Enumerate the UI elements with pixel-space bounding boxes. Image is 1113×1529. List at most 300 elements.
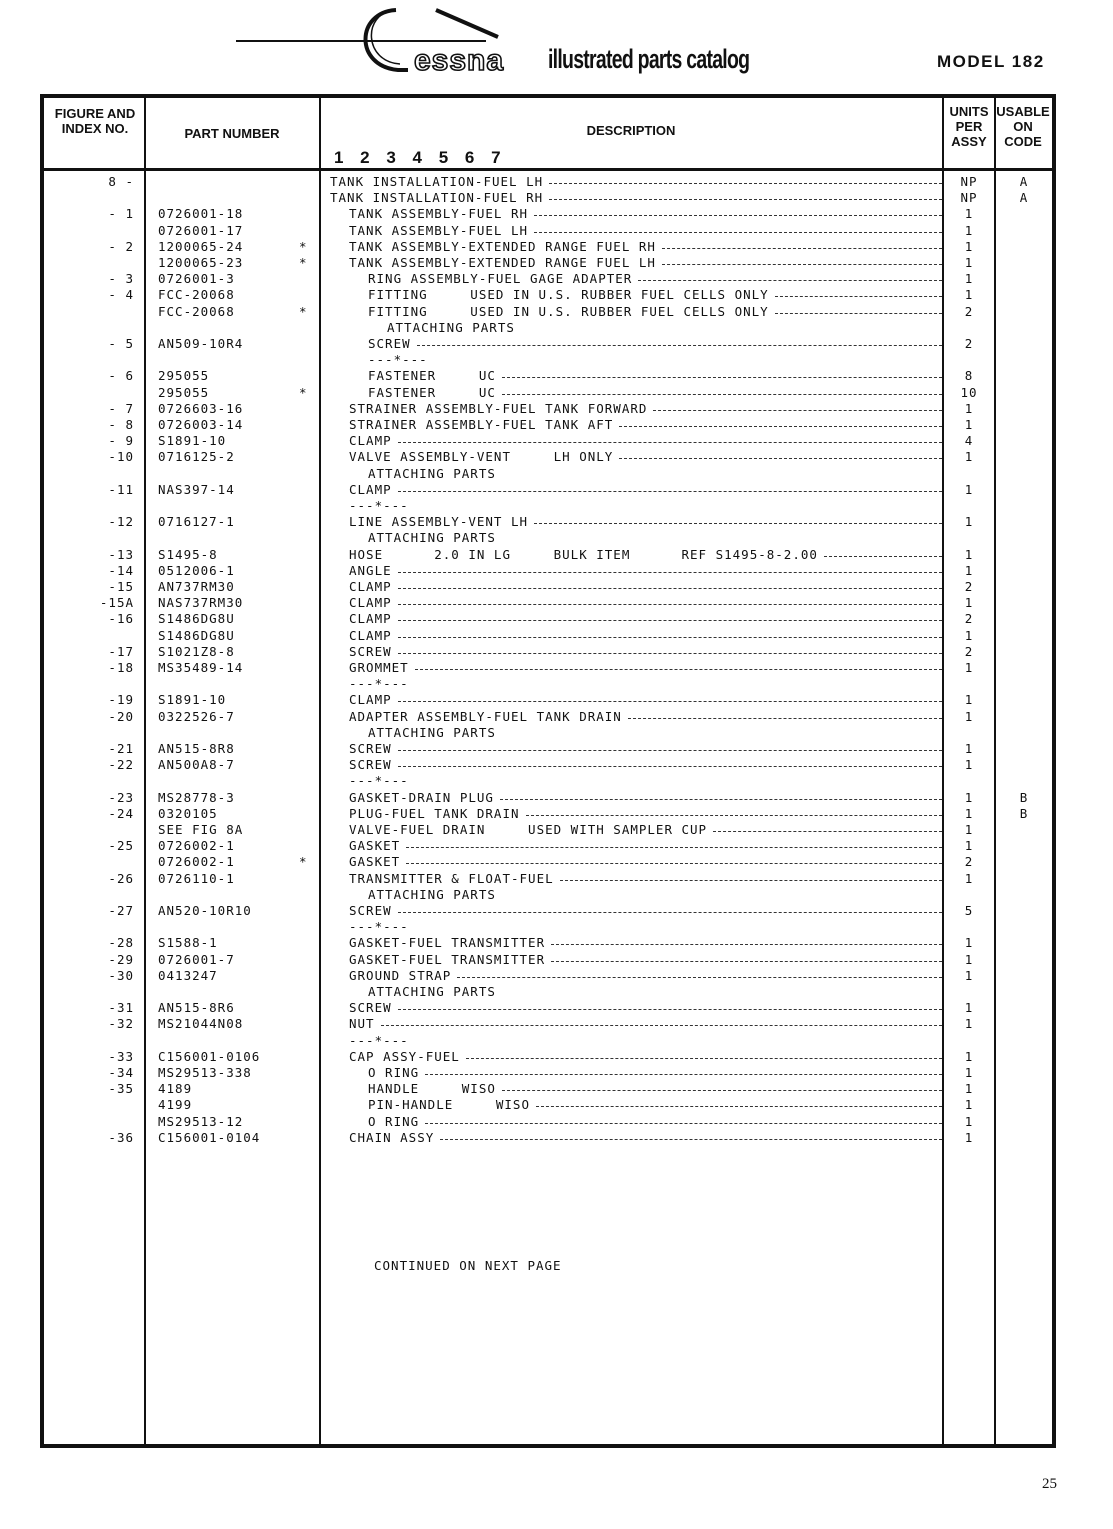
part-number: 0726603-16 [158,400,244,416]
figure-index: - 8 [108,417,134,432]
leader-dashes [662,239,942,249]
description-cell [330,757,942,773]
leader-dashes [417,336,942,346]
page-number: 25 [1042,1476,1057,1492]
units-per-assy: 1 [964,870,974,886]
description-text: GASKET [349,854,401,870]
description-text: SCREW [349,643,392,659]
description-text: TANK INSTALLATION-FUEL LH [330,174,544,189]
table-row [44,466,1052,482]
leader-dashes [536,1097,942,1107]
indent-digits: 1 2 3 4 5 6 7 [334,148,507,167]
units-per-assy: 5 [964,903,974,918]
table-row [44,903,1052,919]
continued-note: CONTINUED ON NEXT PAGE [374,1258,562,1273]
description-text: CLAMP [349,611,392,627]
part-number: 0726001-7 [158,951,235,967]
part-number: MS29513-12 [158,1113,244,1129]
leader-dashes [713,822,942,832]
figure-index: -23 [108,789,134,805]
table-row [44,401,1052,417]
description-text: SCREW [349,903,392,918]
table-row [44,352,1052,368]
part-number: 0726003-14 [158,417,244,432]
usable-code: B [1019,805,1029,821]
description-text: HANDLE WISO [368,1081,496,1097]
figure-index: -35 [108,1081,134,1097]
units-per-assy: 1 [964,1065,974,1080]
description-cell [330,239,942,255]
description-cell [330,174,942,190]
header-usable-code: USABLE ON CODE [996,104,1050,149]
header-rule [44,168,1052,171]
description-cell [330,514,942,530]
description-cell [330,304,942,320]
leader-dashes [560,871,942,881]
leader-dashes [551,952,942,962]
units-per-assy: 1 [964,627,974,643]
leader-dashes [775,287,942,297]
table-row [44,563,1052,579]
table-row [44,304,1052,320]
leader-dashes [502,368,942,378]
description-text: GASKET-DRAIN PLUG [349,789,494,805]
description-cell [330,1033,942,1049]
leader-dashes [502,385,942,395]
part-number: S1486DG8U [158,611,235,627]
figure-index: - 5 [108,336,134,351]
units-per-assy: 1 [964,757,974,773]
units-per-assy: 2 [964,854,974,870]
table-row [44,660,1052,676]
leader-dashes [398,1000,942,1010]
leader-dashes [500,790,942,800]
table-row [44,838,1052,854]
description-cell [330,563,942,579]
description-text: GROUND STRAP [349,967,452,983]
leader-dashes [502,1081,942,1091]
description-text: FASTENER UC [368,368,496,384]
units-per-assy: 1 [964,951,974,967]
table-row [44,190,1052,206]
units-per-assy: 1 [964,514,974,530]
description-cell [330,417,942,433]
leader-dashes [534,514,942,524]
leader-dashes [775,304,942,314]
description-text: CHAIN ASSY [349,1129,435,1145]
table-row [44,822,1052,838]
units-per-assy: 1 [964,400,974,416]
part-number: 0726002-1 [158,854,235,870]
figure-index: - 7 [108,400,134,416]
table-row [44,514,1052,530]
description-text: TANK ASSEMBLY-EXTENDED RANGE FUEL LH [349,255,656,270]
figure-index: -14 [108,562,134,578]
figure-index: -29 [108,951,134,967]
leader-dashes [440,1130,942,1140]
figure-index: -16 [108,611,134,627]
table-row [44,1130,1052,1146]
cessna-logo [236,4,536,80]
description-text: ADAPTER ASSEMBLY-FUEL TANK DRAIN [349,708,622,724]
part-number: AN737RM30 [158,579,235,594]
table-row [44,449,1052,465]
description-text: LINE ASSEMBLY-VENT LH [349,514,529,530]
part-number: FCC-20068 [158,303,235,319]
table-row [44,530,1052,546]
part-number: 295055 [158,384,210,400]
parts-table [40,94,1056,1448]
units-per-assy: 1 [964,838,974,854]
catalog-title: illustrated parts catalog [548,44,750,74]
part-number: 4199 [158,1097,193,1113]
figure-index: -13 [108,546,134,562]
description-cell [330,352,942,368]
description-cell [330,1081,942,1097]
description-cell [330,498,942,514]
figure-index: -11 [108,481,134,497]
description-cell [330,287,942,303]
description-cell [330,1114,942,1130]
table-row [44,676,1052,692]
table-row [44,579,1052,595]
leader-dashes [398,692,942,702]
figure-index: -32 [108,1016,134,1032]
description-cell [330,628,942,644]
description-cell [330,806,942,822]
units-per-assy: 1 [964,805,974,821]
table-row [44,239,1052,255]
description-text: NUT [349,1016,375,1032]
part-number: FCC-20068 [158,287,235,303]
svg-text:essna: essna [414,44,505,77]
description-cell [330,676,942,692]
table-row [44,482,1052,498]
description-text: CAP ASSY-FUEL [349,1048,460,1064]
figure-index: -25 [108,838,134,854]
change-star: * [299,384,308,400]
description-cell [330,1065,942,1081]
description-cell [330,838,942,854]
description-text: SCREW [349,757,392,773]
description-cell [330,433,942,449]
figure-index: -10 [108,449,134,465]
figure-index: -36 [108,1129,134,1145]
leader-dashes [425,1114,942,1124]
description-text: ATTACHING PARTS [387,319,515,335]
leader-dashes [398,757,942,767]
part-number: C156001-0104 [158,1129,261,1145]
table-row [44,871,1052,887]
units-per-assy: 1 [964,935,974,951]
change-star: * [299,854,308,870]
units-per-assy: 1 [964,481,974,497]
table-row [44,709,1052,725]
leader-dashes [662,255,942,265]
description-cell [330,466,942,482]
description-text: TANK ASSEMBLY-FUEL LH [349,222,529,238]
figure-index: -33 [108,1048,134,1064]
table-row [44,952,1052,968]
description-cell [330,1016,942,1032]
description-cell [330,952,942,968]
leader-dashes [534,223,942,233]
usable-code: B [1019,789,1029,805]
change-star: * [299,255,308,270]
description-cell [330,449,942,465]
units-per-assy: 2 [964,643,974,659]
description-cell [330,854,942,870]
leader-dashes [406,854,942,864]
description-text: CLAMP [349,481,392,497]
part-number: MS29513-338 [158,1065,252,1080]
description-text: CLAMP [349,433,392,449]
description-text: ANGLE [349,562,392,578]
leader-dashes [534,206,942,216]
units-per-assy: 1 [964,741,974,756]
header-part-number: PART NUMBER [184,126,280,141]
figure-index: -26 [108,870,134,886]
units-per-assy: 1 [964,546,974,562]
units-per-assy: 1 [964,1113,974,1129]
description-text: CLAMP [349,627,392,643]
description-cell [330,223,942,239]
description-cell [330,709,942,725]
table-row [44,385,1052,401]
table-row [44,968,1052,984]
description-cell [330,1000,942,1016]
description-cell [330,903,942,919]
table-row [44,935,1052,951]
part-number: 0726001-17 [158,222,244,238]
description-cell [330,822,942,838]
leader-dashes [406,838,942,848]
description-cell [330,385,942,401]
part-number: AN509-10R4 [158,336,244,351]
units-per-assy: 1 [964,449,974,465]
description-text: CLAMP [349,595,392,611]
header-units: UNITS PER ASSY [949,104,989,149]
description-cell [330,482,942,498]
description-text: TANK ASSEMBLY-FUEL RH [349,206,529,222]
table-row [44,1033,1052,1049]
units-per-assy: 1 [964,417,974,432]
units-per-assy: 1 [964,822,974,837]
figure-index: -22 [108,757,134,773]
units-per-assy: 1 [964,255,974,270]
part-number: MS28778-3 [158,789,235,805]
table-row [44,1081,1052,1097]
leader-dashes [415,660,942,670]
description-text: ---*--- [349,1032,409,1048]
description-cell [330,1049,942,1065]
table-row [44,887,1052,903]
part-number: 0726001-3 [158,271,235,287]
description-text: PLUG-FUEL TANK DRAIN [349,805,520,821]
description-text: ATTACHING PARTS [368,886,496,902]
leader-dashes [526,806,942,816]
description-text: ATTACHING PARTS [368,530,496,546]
part-number: AN500A8-7 [158,757,235,773]
figure-index: -27 [108,903,134,918]
description-cell [330,595,942,611]
part-number: AN520-10R10 [158,903,252,918]
units-per-assy: 2 [964,303,974,319]
part-number: MS35489-14 [158,660,244,675]
units-per-assy: 2 [964,336,974,351]
leader-dashes [398,611,942,621]
description-cell [330,773,942,789]
description-text: VALVE-FUEL DRAIN USED WITH SAMPLER CUP [349,822,708,837]
figure-index: -12 [108,514,134,530]
description-text: TANK ASSEMBLY-EXTENDED RANGE FUEL RH [349,238,656,254]
units-per-assy: 10 [960,384,978,400]
description-text: GASKET-FUEL TRANSMITTER [349,935,546,951]
leader-dashes [638,271,942,281]
table-row [44,498,1052,514]
leader-dashes [457,968,942,978]
leader-dashes [398,628,942,638]
description-text: CLAMP [349,579,392,594]
description-cell [330,887,942,903]
description-text: FITTING USED IN U.S. RUBBER FUEL CELLS ONLY [368,287,769,303]
leader-dashes [824,547,942,557]
table-row [44,255,1052,271]
table-row [44,547,1052,563]
table-row [44,174,1052,190]
units-per-assy: 1 [964,708,974,724]
units-per-assy: 1 [964,1000,974,1016]
table-row [44,287,1052,303]
description-cell [330,644,942,660]
description-cell [330,611,942,627]
table-row [44,790,1052,806]
part-number: 1200065-24 [158,238,244,254]
description-cell [330,692,942,708]
description-text: HOSE 2.0 IN LG BULK ITEM REF S1495-8-2.00 [349,546,818,562]
description-cell [330,1130,942,1146]
part-number: S1588-1 [158,935,218,951]
header-figure: FIGURE AND INDEX NO. [54,106,136,136]
description-cell [330,255,942,271]
figure-index: -28 [108,935,134,951]
part-number: 0320105 [158,805,218,821]
leader-dashes [398,595,942,605]
description-cell [330,401,942,417]
table-row [44,336,1052,352]
table-row [44,692,1052,708]
description-text: FITTING USED IN U.S. RUBBER FUEL CELLS ONLY [368,303,769,319]
figure-index: - 2 [108,238,134,254]
part-number: 0726110-1 [158,870,235,886]
table-row [44,773,1052,789]
units-per-assy: 4 [964,433,974,449]
leader-dashes [466,1049,942,1059]
part-number: S1021Z8-8 [158,643,235,659]
leader-dashes [398,482,942,492]
table-row [44,417,1052,433]
description-text: ---*--- [368,352,428,368]
leader-dashes [549,190,942,200]
leader-dashes [425,1065,942,1075]
description-cell [330,320,942,336]
description-text: ---*--- [349,498,409,513]
leader-dashes [398,579,942,589]
description-cell [330,579,942,595]
part-number: SEE FIG 8A [158,822,244,837]
leader-dashes [551,935,942,945]
figure-index: - 6 [108,368,134,384]
description-text: ATTACHING PARTS [368,984,496,999]
description-text: ---*--- [349,773,409,789]
description-text: VALVE ASSEMBLY-VENT LH ONLY [349,449,614,465]
table-row [44,644,1052,660]
description-cell [330,530,942,546]
leader-dashes [398,433,942,443]
part-number: 0413247 [158,967,218,983]
table-row [44,741,1052,757]
figure-index: 8 - [108,174,134,189]
leader-dashes [398,644,942,654]
description-text: SCREW [368,336,411,351]
part-number: S1891-10 [158,692,227,708]
description-cell [330,547,942,563]
units-per-assy: 1 [964,238,974,254]
description-text: ---*--- [349,919,409,935]
table-row [44,806,1052,822]
part-number: 0716127-1 [158,514,235,530]
description-text: ATTACHING PARTS [368,724,496,740]
part-number: 4189 [158,1081,193,1097]
units-per-assy: 1 [964,287,974,303]
table-row [44,725,1052,741]
description-cell [330,968,942,984]
units-per-assy: 1 [964,967,974,983]
figure-index: -24 [108,805,134,821]
description-text: STRAINER ASSEMBLY-FUEL TANK AFT [349,417,614,432]
table-row [44,223,1052,239]
table-row [44,433,1052,449]
usable-code: A [1019,174,1029,189]
description-text: O RING [368,1065,420,1080]
description-text: PIN-HANDLE WISO [368,1097,530,1113]
units-per-assy: 1 [964,789,974,805]
units-per-assy: 1 [964,271,974,287]
units-per-assy: 1 [964,1081,974,1097]
description-cell [330,919,942,935]
figure-index: - 1 [108,206,134,222]
figure-index: -34 [108,1065,134,1080]
part-number: NAS737RM30 [158,595,244,611]
description-text: SCREW [349,1000,392,1016]
usable-code: A [1019,190,1029,206]
units-per-assy: NP [960,174,978,189]
description-cell [330,935,942,951]
figure-index: -17 [108,643,134,659]
description-cell [330,1097,942,1113]
units-per-assy: 1 [964,660,974,675]
part-number: NAS397-14 [158,481,235,497]
table-row [44,854,1052,870]
description-text: O RING [368,1113,420,1129]
table-row [44,1097,1052,1113]
description-text: GASKET-FUEL TRANSMITTER [349,951,546,967]
units-per-assy: 1 [964,206,974,222]
part-number: 0726001-18 [158,206,244,222]
table-row [44,1049,1052,1065]
description-cell [330,871,942,887]
figure-index: -15A [99,595,134,611]
